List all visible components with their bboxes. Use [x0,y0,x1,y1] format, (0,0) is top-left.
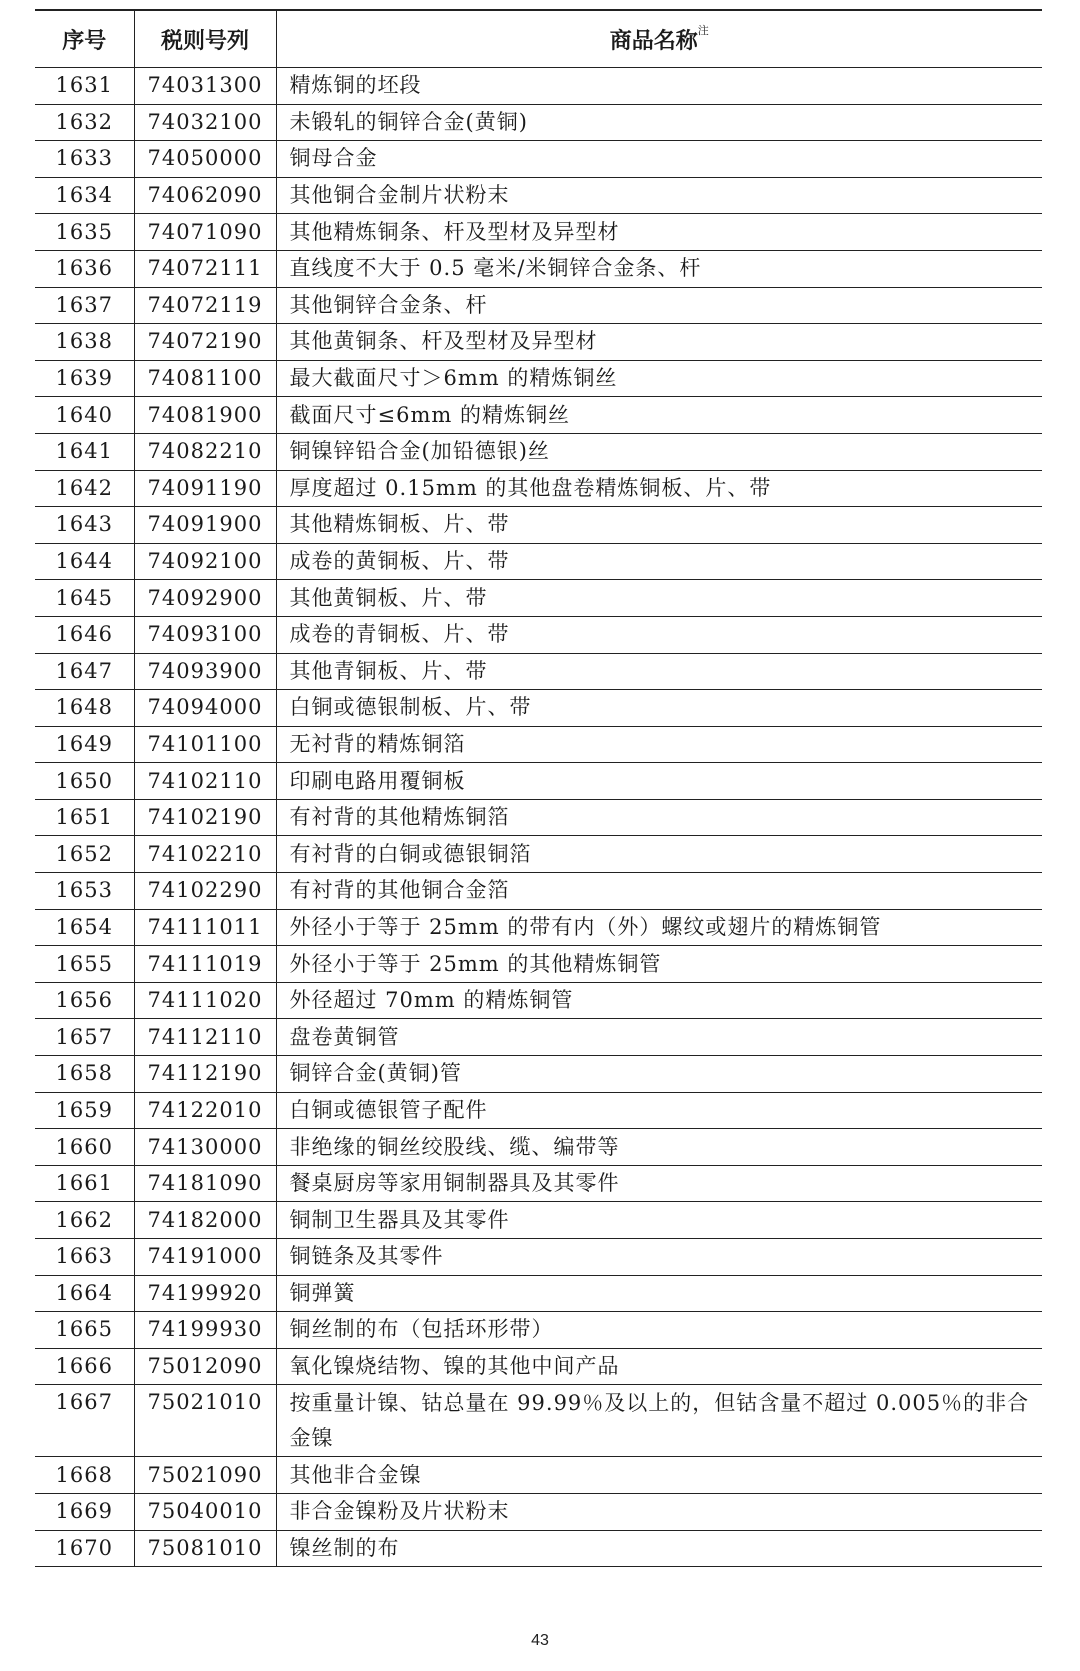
row-code: 74072119 [134,287,276,324]
row-code: 74111011 [134,909,276,946]
row-serial: 1655 [35,946,134,983]
table-row [35,1092,1042,1129]
row-serial: 1660 [35,1129,134,1166]
row-name: 非绝缘的铜丝绞股线、缆、编带等 [276,1129,1042,1166]
row-name: 外径小于等于 25mm 的其他精炼铜管 [276,946,1042,983]
row-code: 74091900 [134,507,276,544]
row-code: 74092100 [134,543,276,580]
row-serial: 1657 [35,1019,134,1056]
table-row [35,653,1042,690]
row-serial: 1633 [35,141,134,178]
row-code: 74091190 [134,470,276,507]
row-serial: 1637 [35,287,134,324]
table-row [35,1385,1042,1457]
table-row [35,763,1042,800]
row-serial: 1648 [35,690,134,727]
table-row [35,1457,1042,1494]
row-serial: 1667 [35,1385,134,1457]
row-serial: 1638 [35,324,134,361]
page-number: 43 [531,1632,549,1649]
table-row [35,287,1042,324]
table-row [35,1129,1042,1166]
table-row [35,1056,1042,1093]
row-name: 有衬背的白铜或德银铜箔 [276,836,1042,873]
row-code: 74072111 [134,250,276,287]
table-row [35,250,1042,287]
table-row [35,580,1042,617]
table-body [35,68,1042,1567]
row-serial: 1662 [35,1202,134,1239]
row-serial: 1666 [35,1348,134,1385]
table-row [35,616,1042,653]
row-name: 氧化镍烧结物、镍的其他中间产品 [276,1348,1042,1385]
table-row [35,909,1042,946]
row-code: 74094000 [134,690,276,727]
tariff-table [35,9,1042,1567]
row-name: 按重量计镍、钴总量在 99.99％及以上的，但钴含量不超过 0.005％的非合金镍 [276,1385,1042,1457]
row-code: 74092900 [134,580,276,617]
table-row [35,470,1042,507]
row-code: 74082210 [134,433,276,470]
row-serial: 1640 [35,397,134,434]
row-name: 其他青铜板、片、带 [276,653,1042,690]
table-row [35,873,1042,910]
row-serial: 1636 [35,250,134,287]
row-serial: 1651 [35,799,134,836]
row-code: 75021090 [134,1457,276,1494]
row-code: 74031300 [134,68,276,105]
row-name: 直线度不大于 0.5 毫米/米铜锌合金条、杆 [276,250,1042,287]
table-row [35,690,1042,727]
row-code: 74111020 [134,982,276,1019]
table-row [35,946,1042,983]
row-code: 74199920 [134,1275,276,1312]
row-code: 74181090 [134,1165,276,1202]
row-serial: 1631 [35,68,134,105]
row-serial: 1642 [35,470,134,507]
row-serial: 1649 [35,726,134,763]
row-name: 铜弹簧 [276,1275,1042,1312]
row-code: 74112190 [134,1056,276,1093]
row-serial: 1656 [35,982,134,1019]
row-code: 75040010 [134,1493,276,1530]
row-code: 74072190 [134,324,276,361]
row-name: 有衬背的其他铜合金箔 [276,873,1042,910]
table-row [35,799,1042,836]
row-code: 74101100 [134,726,276,763]
table-row [35,1165,1042,1202]
row-name: 成卷的青铜板、片、带 [276,616,1042,653]
row-code: 74122010 [134,1092,276,1129]
table-row [35,1239,1042,1276]
row-code: 74111019 [134,946,276,983]
row-serial: 1632 [35,104,134,141]
header-code: 税则号列 [134,10,276,68]
row-serial: 1658 [35,1056,134,1093]
table-row [35,1019,1042,1056]
row-name: 镍丝制的布 [276,1530,1042,1567]
row-serial: 1669 [35,1493,134,1530]
header-name-note: 注 [697,23,709,37]
row-name: 截面尺寸≤6mm 的精炼铜丝 [276,397,1042,434]
header-serial: 序号 [35,10,134,68]
row-serial: 1654 [35,909,134,946]
row-name: 铜制卫生器具及其零件 [276,1202,1042,1239]
row-code: 74182000 [134,1202,276,1239]
row-serial: 1645 [35,580,134,617]
row-serial: 1641 [35,433,134,470]
table-row [35,507,1042,544]
table-row [35,726,1042,763]
row-name: 无衬背的精炼铜箔 [276,726,1042,763]
header-name [276,10,1042,68]
row-code: 74081100 [134,360,276,397]
table-row [35,1348,1042,1385]
row-code: 74081900 [134,397,276,434]
table-row [35,1312,1042,1349]
row-serial: 1644 [35,543,134,580]
table-row [35,433,1042,470]
row-name: 餐桌厨房等家用铜制器具及其零件 [276,1165,1042,1202]
row-serial: 1652 [35,836,134,873]
row-code: 74102190 [134,799,276,836]
row-name: 白铜或德银制板、片、带 [276,690,1042,727]
row-code: 75012090 [134,1348,276,1385]
row-name: 铜镍锌铅合金(加铅德银)丝 [276,433,1042,470]
row-name: 其他铜锌合金条、杆 [276,287,1042,324]
row-code: 74102110 [134,763,276,800]
row-name: 外径小于等于 25mm 的带有内（外）螺纹或翅片的精炼铜管 [276,909,1042,946]
row-code: 74050000 [134,141,276,178]
row-name: 其他非合金镍 [276,1457,1042,1494]
row-name: 成卷的黄铜板、片、带 [276,543,1042,580]
row-name: 铜锌合金(黄铜)管 [276,1056,1042,1093]
row-serial: 1668 [35,1457,134,1494]
row-serial: 1639 [35,360,134,397]
row-serial: 1653 [35,873,134,910]
row-name: 白铜或德银管子配件 [276,1092,1042,1129]
table-row [35,1530,1042,1567]
header-name-label: 商品名称 [609,28,698,54]
row-name: 印刷电路用覆铜板 [276,763,1042,800]
row-code: 75021010 [134,1385,276,1457]
row-name: 最大截面尺寸＞6mm 的精炼铜丝 [276,360,1042,397]
table-row [35,1275,1042,1312]
row-serial: 1663 [35,1239,134,1276]
row-serial: 1646 [35,616,134,653]
table-row [35,1202,1042,1239]
table-row [35,177,1042,214]
row-name: 非合金镍粉及片状粉末 [276,1493,1042,1530]
row-serial: 1650 [35,763,134,800]
row-serial: 1659 [35,1092,134,1129]
table-row [35,543,1042,580]
row-code: 74199930 [134,1312,276,1349]
row-code: 74093900 [134,653,276,690]
table-row [35,360,1042,397]
row-name: 其他黄铜条、杆及型材及异型材 [276,324,1042,361]
row-code: 74071090 [134,214,276,251]
table-row [35,68,1042,105]
row-name: 厚度超过 0.15mm 的其他盘卷精炼铜板、片、带 [276,470,1042,507]
row-name: 铜母合金 [276,141,1042,178]
row-code: 74130000 [134,1129,276,1166]
table-row [35,982,1042,1019]
row-serial: 1635 [35,214,134,251]
row-code: 74032100 [134,104,276,141]
table-row [35,836,1042,873]
row-name: 未锻轧的铜锌合金(黄铜) [276,104,1042,141]
table-row [35,141,1042,178]
row-code: 74093100 [134,616,276,653]
row-serial: 1664 [35,1275,134,1312]
row-name: 铜链条及其零件 [276,1239,1042,1276]
row-code: 74102290 [134,873,276,910]
row-serial: 1670 [35,1530,134,1567]
table-row [35,324,1042,361]
table-row [35,214,1042,251]
row-serial: 1647 [35,653,134,690]
row-name: 有衬背的其他精炼铜箔 [276,799,1042,836]
row-serial: 1665 [35,1312,134,1349]
row-name: 其他精炼铜条、杆及型材及异型材 [276,214,1042,251]
row-code: 74102210 [134,836,276,873]
row-name: 铜丝制的布（包括环形带） [276,1312,1042,1349]
table-row [35,1493,1042,1530]
row-name: 外径超过 70mm 的精炼铜管 [276,982,1042,1019]
row-code: 74191000 [134,1239,276,1276]
row-name: 精炼铜的坯段 [276,68,1042,105]
table-header-row [35,10,1042,68]
row-name: 其他铜合金制片状粉末 [276,177,1042,214]
row-name: 其他黄铜板、片、带 [276,580,1042,617]
row-code: 74112110 [134,1019,276,1056]
row-code: 75081010 [134,1530,276,1567]
row-serial: 1643 [35,507,134,544]
row-code: 74062090 [134,177,276,214]
row-name: 盘卷黄铜管 [276,1019,1042,1056]
row-serial: 1634 [35,177,134,214]
row-serial: 1661 [35,1165,134,1202]
table-row [35,104,1042,141]
table-row [35,397,1042,434]
row-name: 其他精炼铜板、片、带 [276,507,1042,544]
